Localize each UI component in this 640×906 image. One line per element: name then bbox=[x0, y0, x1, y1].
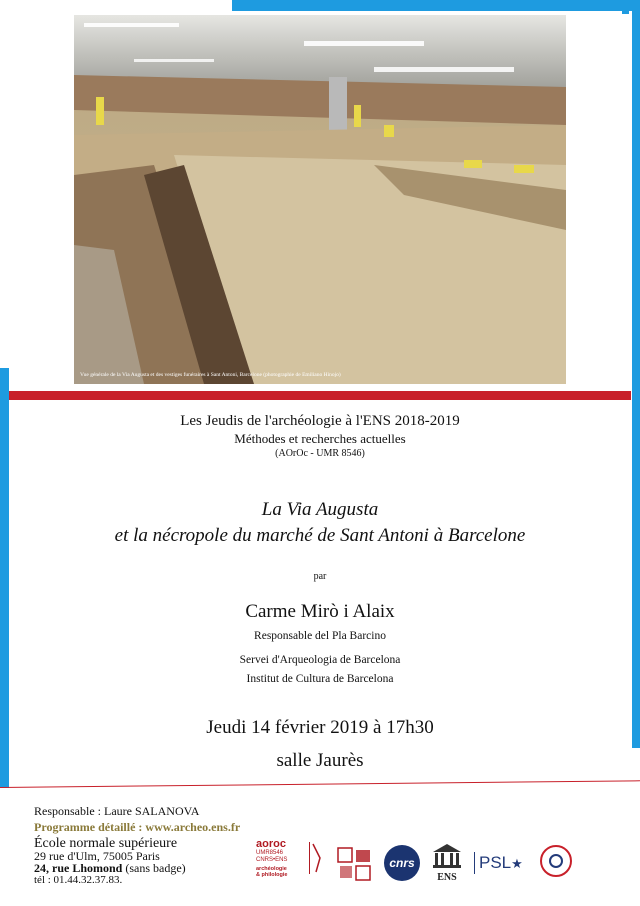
seal-inner-circle-icon bbox=[549, 854, 563, 868]
cnrs-logo: cnrs bbox=[384, 845, 420, 881]
ens-logo bbox=[430, 843, 464, 883]
footer-address-2-note: (sans badge) bbox=[122, 861, 186, 875]
footer-address-2-street: 24, rue Lhomond bbox=[34, 861, 123, 875]
aoroc-logo bbox=[256, 838, 328, 884]
aoroc-logo-line2: CNRS•ENS bbox=[256, 857, 288, 863]
aoroc-pen-icon bbox=[310, 842, 324, 874]
by-label: par bbox=[313, 571, 327, 582]
psl-logo-text: PSL bbox=[479, 853, 512, 872]
aoroc-logo-line1: UMR8546 bbox=[256, 850, 284, 856]
speaker-role-1: Responsable del Pla Barcino bbox=[254, 630, 386, 642]
talk-title-line2: et la nécropole du marché de Sant Antoni à Barcelone bbox=[114, 525, 526, 546]
series-subtitle: Méthodes et recherches actuelles bbox=[234, 431, 406, 446]
archaeology-ornament-logo bbox=[336, 846, 374, 882]
red-divider-band bbox=[9, 391, 631, 400]
footer-responsible: Responsable : Laure SALANOVA bbox=[34, 804, 200, 818]
series-title: Les Jeudis de l'archéologie à l'ENS 2018-2019 bbox=[180, 413, 460, 429]
footer-program-link[interactable]: Programme détaillé : www.archeo.ens.fr bbox=[34, 820, 241, 834]
footer-address-1: 29 rue d'Ulm, 75005 Paris bbox=[34, 849, 160, 863]
talk-title bbox=[0, 497, 640, 549]
psl-star-icon: ★ bbox=[511, 856, 523, 871]
event-room: salle Jaurès bbox=[276, 750, 364, 771]
aoroc-logo-line4: & philologie bbox=[256, 872, 288, 878]
top-frame-inner-line bbox=[232, 11, 622, 14]
photo-caption: Vue générale de la Via Augusta et des vestiges funéraires à Sant Antoni, Barcelone (photographie de Emiliano Hinojo) bbox=[80, 372, 341, 378]
event-date: Jeudi 14 février 2019 à 17h30 bbox=[206, 717, 434, 738]
ens-building-icon bbox=[430, 843, 464, 869]
excavation-photo-illustration bbox=[74, 15, 566, 384]
aoroc-logo-discipline bbox=[256, 866, 287, 878]
talk-title-line1: La Via Augusta bbox=[261, 499, 379, 520]
footer-divider bbox=[0, 780, 640, 788]
aoroc-logo-name: aoroc bbox=[256, 838, 286, 850]
aoroc-logo-units bbox=[256, 850, 287, 864]
ornament-icon bbox=[336, 846, 374, 882]
aoroc-logo-mark bbox=[309, 842, 324, 874]
partner-seal-logo bbox=[540, 845, 572, 877]
footer-school: École normale supérieure bbox=[34, 836, 178, 851]
speaker-name: Carme Mirò i Alaix bbox=[245, 601, 395, 622]
excavation-photo bbox=[74, 15, 566, 384]
footer-phone: tél : 01.44.32.37.83. bbox=[34, 874, 123, 886]
speaker-role-3: Institut de Cultura de Barcelona bbox=[246, 673, 394, 685]
speaker-role-2: Servei d'Arqueologia de Barcelona bbox=[239, 654, 401, 666]
ens-logo-text: ENS bbox=[437, 872, 457, 883]
psl-logo bbox=[474, 852, 533, 874]
series-lab: (AOrOc - UMR 8546) bbox=[275, 448, 365, 459]
aoroc-logo-line3: archéologie bbox=[256, 866, 287, 872]
